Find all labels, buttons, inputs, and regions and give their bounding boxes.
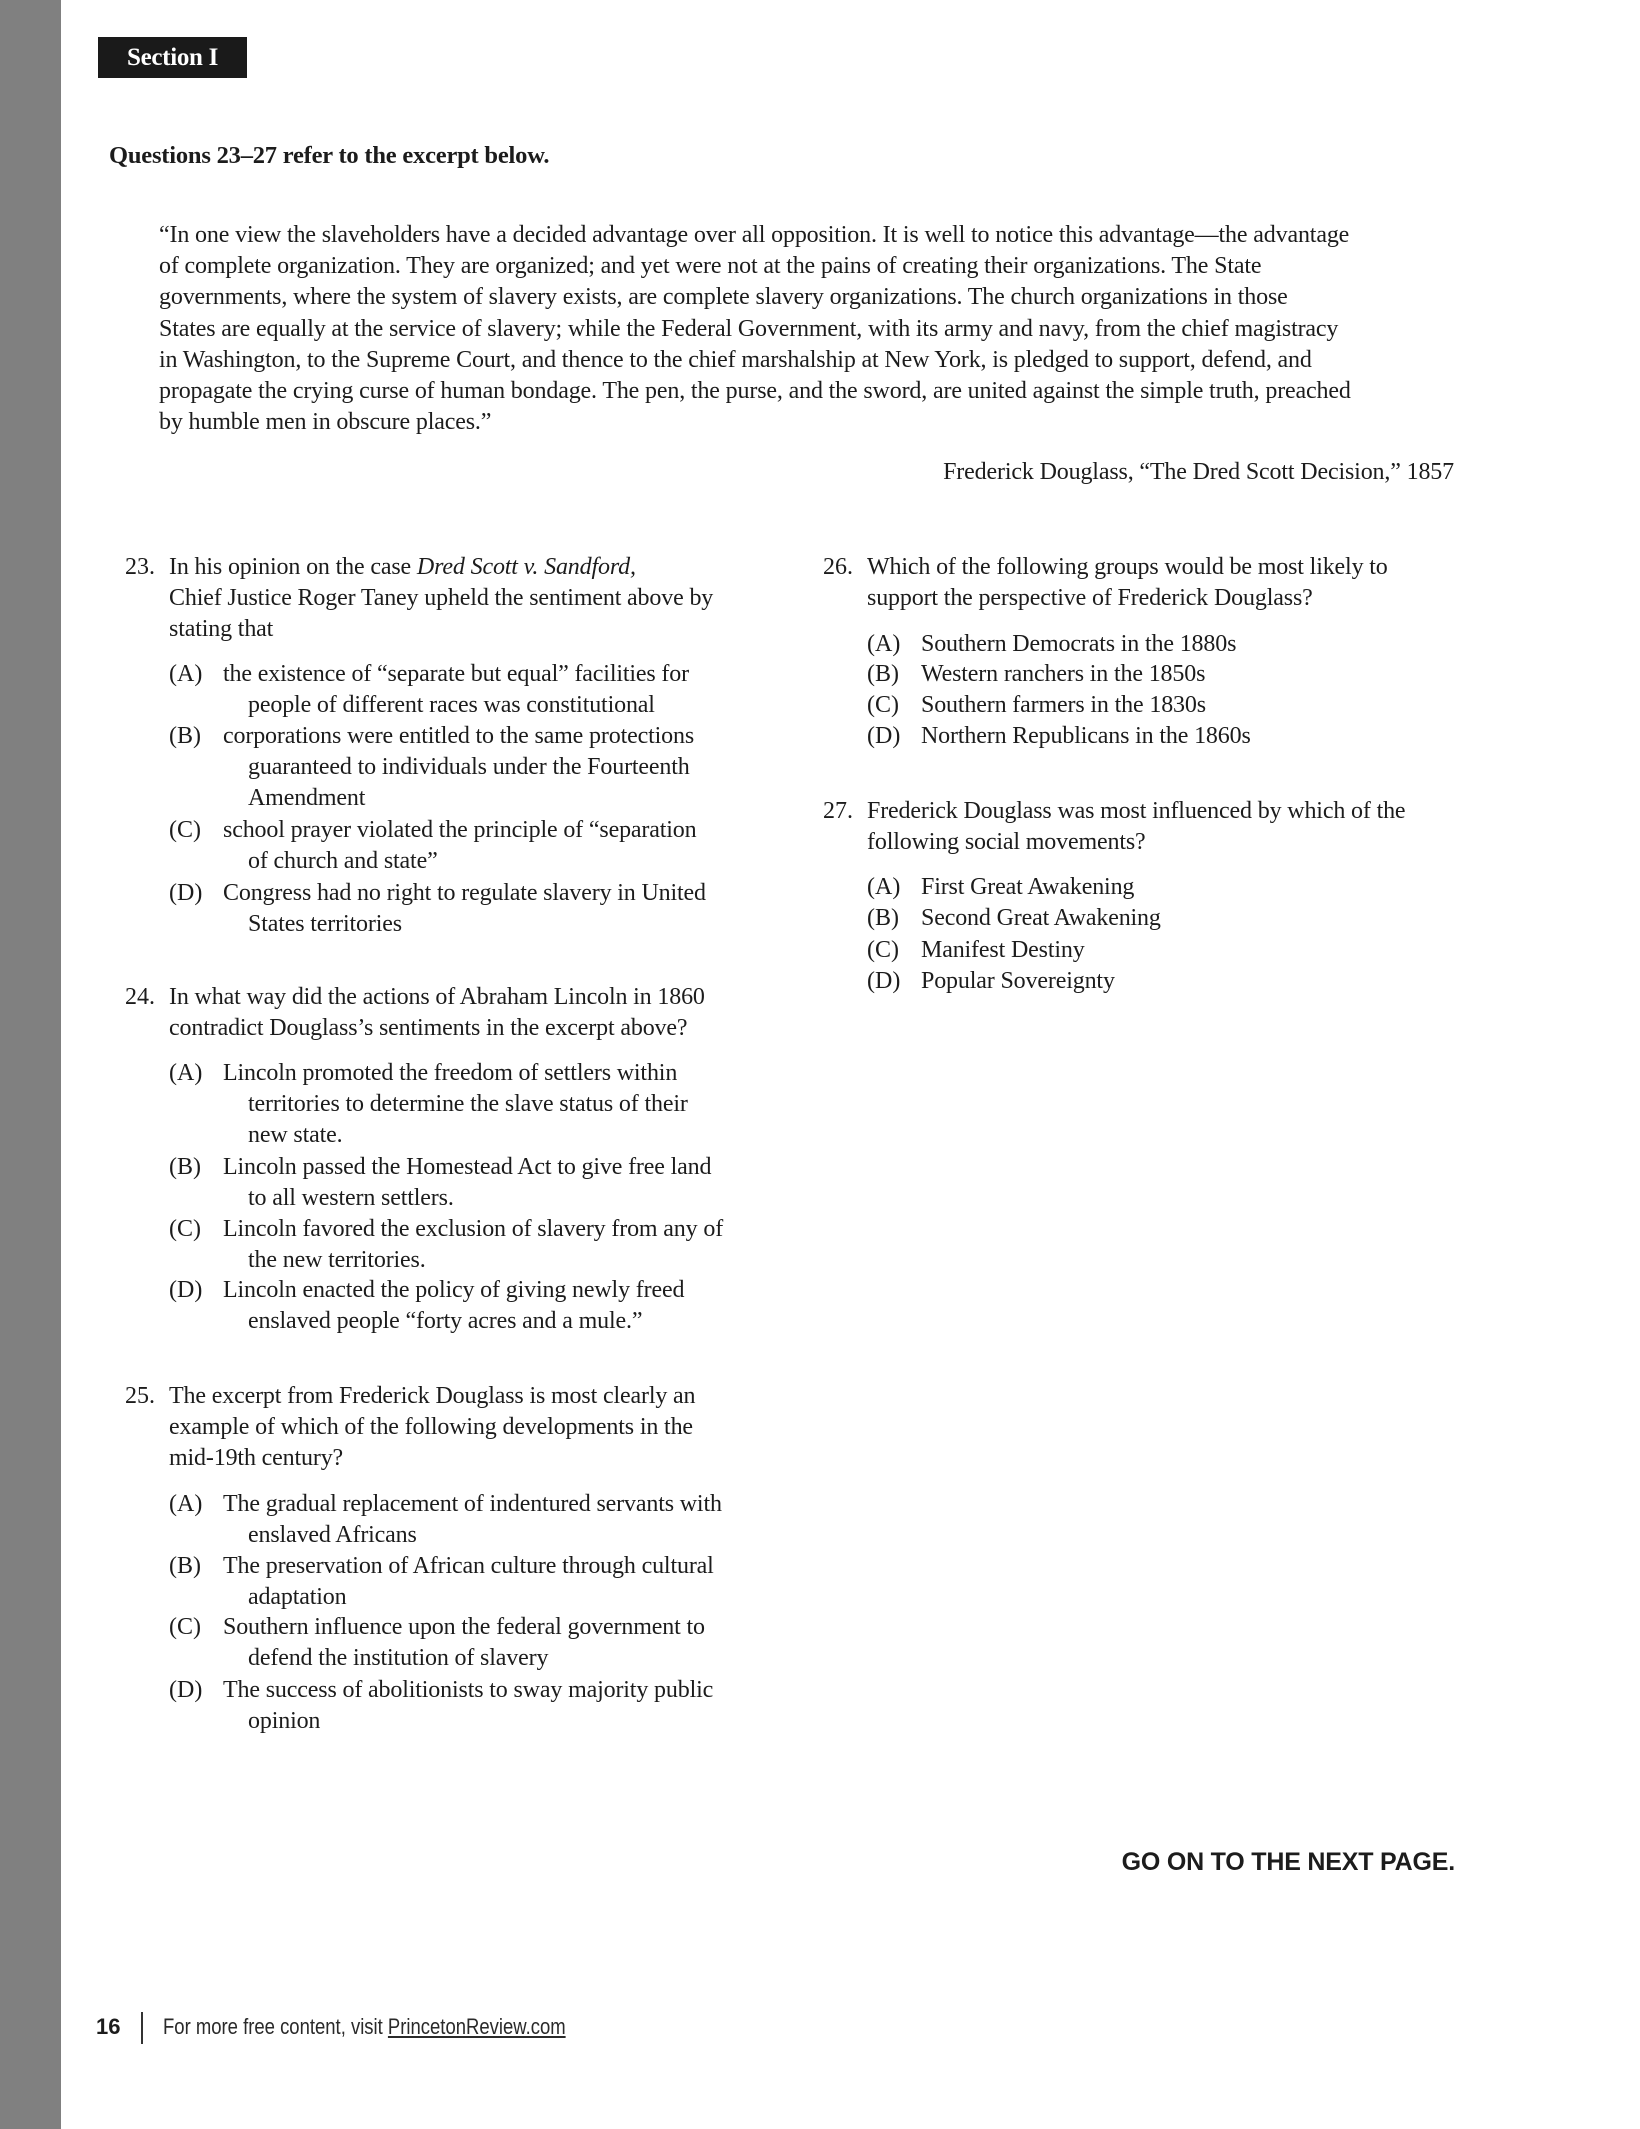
question-stem <box>169 552 713 646</box>
passage-attribution: Frederick Douglass, “The Dred Scott Decision,” 1857 <box>943 459 1454 485</box>
passage-line: “In one view the slaveholders have a decided advantage over all opposition. It is well to notice this advantage—the advantage <box>159 222 1350 248</box>
excerpt-passage <box>159 220 1351 438</box>
question-stem <box>169 1381 695 1475</box>
option-label: (D) <box>169 1277 203 1303</box>
stem-line: contradict Douglass’s sentiments in the excerpt above? <box>169 1015 688 1042</box>
option-text: Congress had no right to regulate slavery in United <box>223 880 706 906</box>
passage-line: by humble men in obscure places.” <box>159 409 492 436</box>
passage-line: States are equally at the service of slavery; while the Federal Government, with its army and navy, from the chief magistracy <box>159 315 1339 342</box>
stem-line: mid-19th century? <box>169 1445 344 1472</box>
stem-text: In his opinion on the case <box>169 554 417 580</box>
stem-line <box>169 552 713 583</box>
section-label <box>98 37 247 78</box>
page-number: 16 <box>96 2014 121 2039</box>
option-label: (A) <box>169 661 203 687</box>
page-gutter-bar <box>0 0 61 2129</box>
option-text: of church and state” <box>248 848 438 875</box>
option-label: (D) <box>169 1677 203 1703</box>
stem-line: following social movements? <box>867 829 1146 856</box>
passage-line: in Washington, to the Supreme Court, and thence to the chief marshalship at New York, is pledged to support, defend, and <box>159 346 1312 373</box>
option-text: Western ranchers in the 1850s <box>921 661 1206 687</box>
option-text: defend the institution of slavery <box>248 1645 549 1672</box>
option-label: (D) <box>867 968 901 994</box>
option-text: Northern Republicans in the 1860s <box>921 723 1251 749</box>
option-text: opinion <box>248 1708 321 1735</box>
stem-line: Which of the following groups would be most likely to <box>867 554 1388 580</box>
option-text: Lincoln favored the exclusion of slavery from any of <box>223 1216 724 1242</box>
option-label: (C) <box>169 1614 201 1640</box>
stem-line: Frederick Douglass was most influenced by which of the <box>867 798 1406 824</box>
stem-line: The excerpt from Frederick Douglass is most clearly an <box>169 1383 696 1409</box>
option-label: (D) <box>867 723 901 749</box>
option-label: (D) <box>169 880 203 906</box>
option-text: new state. <box>248 1122 343 1149</box>
option-text: First Great Awakening <box>921 874 1135 900</box>
questions-intro-heading: Questions 23–27 refer to the excerpt below. <box>109 142 550 169</box>
option-text: corporations were entitled to the same protections <box>223 723 695 749</box>
option-text: Second Great Awakening <box>921 905 1161 931</box>
footer-promo <box>163 2014 566 2040</box>
question-stem <box>169 982 705 1044</box>
question-number: 25. <box>125 1383 155 1409</box>
option-text: territories to determine the slave status of their <box>248 1091 688 1118</box>
footer-divider <box>141 2012 143 2044</box>
option-text: Manifest Destiny <box>921 937 1085 963</box>
passage-line: of complete organization. They are organized; and yet were not at the pains of creating their organizations. The State <box>159 253 1262 280</box>
option-label: (A) <box>169 1060 203 1086</box>
option-label: (C) <box>867 692 899 718</box>
option-text: Amendment <box>248 785 366 812</box>
option-label: (C) <box>867 937 899 963</box>
option-label: (A) <box>169 1491 203 1517</box>
option-text: adaptation <box>248 1584 347 1611</box>
option-text: school prayer violated the principle of “separation <box>223 817 697 843</box>
option-text: Southern farmers in the 1830s <box>921 692 1206 718</box>
question-number: 26. <box>823 554 853 580</box>
stem-line: In what way did the actions of Abraham Lincoln in 1860 <box>169 984 705 1010</box>
section-label-text: Section I <box>126 43 219 71</box>
option-label: (C) <box>169 817 201 843</box>
option-text: Lincoln passed the Homestead Act to give free land <box>223 1154 712 1180</box>
option-text: Lincoln enacted the policy of giving newly freed <box>223 1277 685 1303</box>
option-text: to all western settlers. <box>248 1185 454 1212</box>
option-text: the existence of “separate but equal” facilities for <box>223 661 689 687</box>
option-label: (B) <box>867 661 899 687</box>
question-number: 23. <box>125 554 155 580</box>
go-on-next-page-notice: GO ON TO THE NEXT PAGE. <box>1121 1848 1455 1876</box>
option-label: (B) <box>169 1154 201 1180</box>
case-name-italic: Dred Scott v. Sandford, <box>416 554 636 580</box>
question-number: 27. <box>823 798 853 824</box>
option-text: enslaved Africans <box>248 1522 417 1549</box>
option-text: guaranteed to individuals under the Fourteenth <box>248 754 690 781</box>
stem-line: stating that <box>169 616 274 643</box>
option-text: Southern influence upon the federal government to <box>223 1614 705 1640</box>
option-label: (B) <box>169 723 201 749</box>
option-text: the new territories. <box>248 1247 426 1274</box>
option-text: enslaved people “forty acres and a mule.” <box>248 1308 643 1335</box>
option-text: Southern Democrats in the 1880s <box>921 631 1237 657</box>
option-text: States territories <box>248 911 402 938</box>
option-label: (B) <box>169 1553 201 1579</box>
stem-line: example of which of the following developments in the <box>169 1414 693 1441</box>
question-number: 24. <box>125 984 155 1010</box>
question-stem <box>867 796 1405 858</box>
footer-promo-text: For more free content, visit <box>163 2014 388 2039</box>
question-stem <box>867 552 1388 614</box>
option-text: people of different races was constitutional <box>248 692 655 719</box>
stem-line: Chief Justice Roger Taney upheld the sentiment above by <box>169 585 714 612</box>
option-label: (A) <box>867 874 901 900</box>
option-label: (B) <box>867 905 899 931</box>
passage-line: governments, where the system of slavery exists, are complete slavery organizations. The church organizations in those <box>159 284 1288 311</box>
stem-line: support the perspective of Frederick Douglass? <box>867 585 1313 612</box>
option-label: (C) <box>169 1216 201 1242</box>
option-text: Lincoln promoted the freedom of settlers within <box>223 1060 678 1086</box>
option-text: The gradual replacement of indentured servants with <box>223 1491 722 1517</box>
princeton-review-link[interactable]: PrincetonReview.com <box>387 2014 566 2039</box>
option-text: The success of abolitionists to sway majority public <box>223 1677 714 1703</box>
passage-line: propagate the crying curse of human bondage. The pen, the purse, and the sword, are united against the simple truth, preached <box>159 377 1351 404</box>
option-text: Popular Sovereignty <box>921 968 1115 994</box>
option-text: The preservation of African culture through cultural <box>223 1553 714 1579</box>
option-label: (A) <box>867 631 901 657</box>
